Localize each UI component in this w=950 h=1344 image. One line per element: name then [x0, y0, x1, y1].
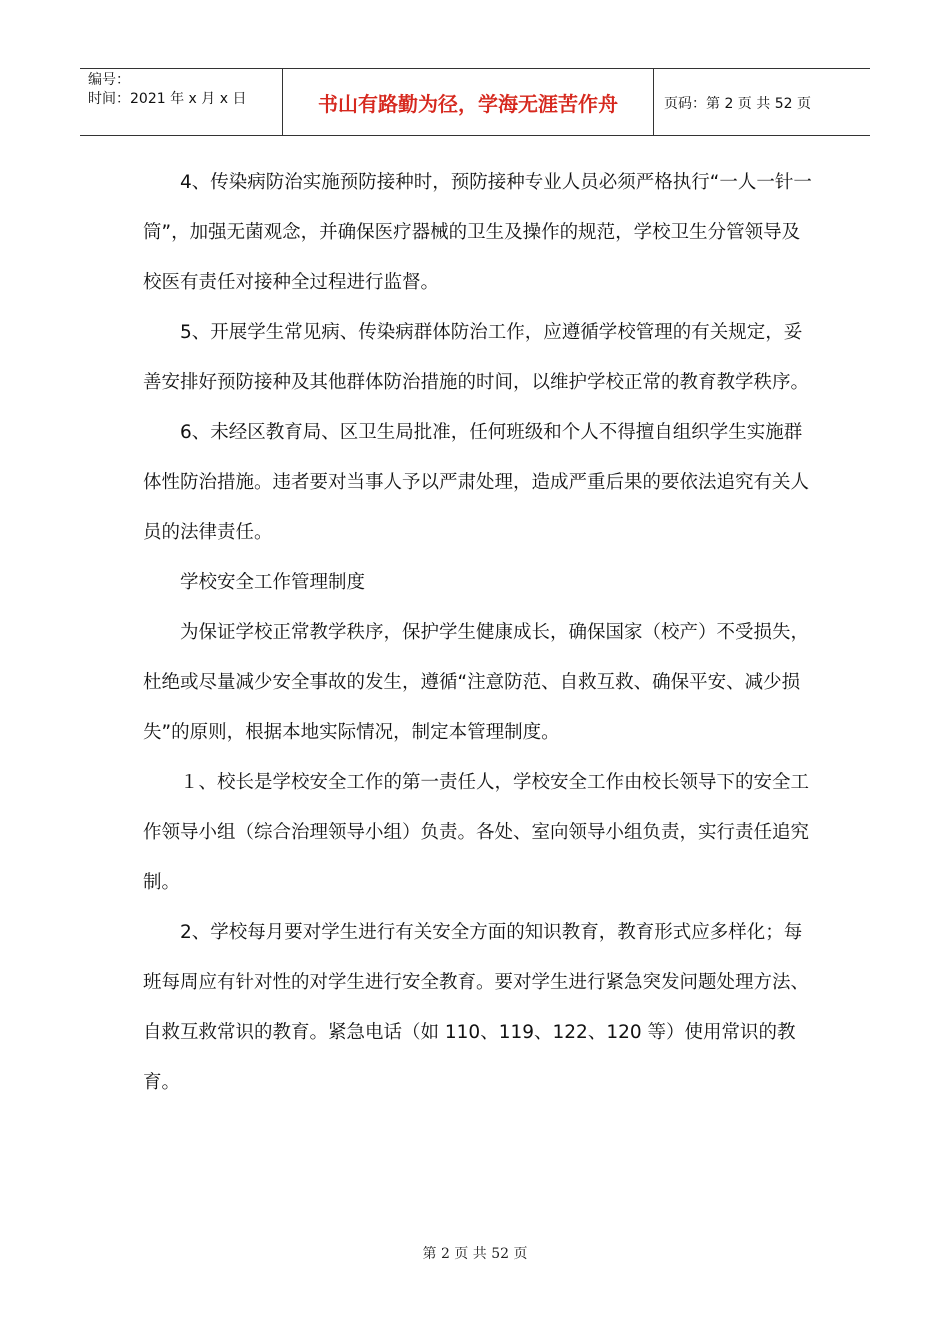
rule-item-2: 2、学校每月要对学生进行有关安全方面的知识教育，教育形式应多样化；每班每周应有针对性的对学生进行安全教育。要对学生进行紧急突发问题处理方法、自救互救常识的教育。紧急电话（如 110、119、122、120 等）使用常识的教育。 [143, 922, 810, 1093]
page-footer: 第 2 页 共 52 页 [422, 1246, 528, 1262]
header-motto-cell [282, 69, 654, 135]
header-info-cell [80, 69, 282, 135]
section-title: 学校安全工作管理制度 [180, 572, 366, 593]
header-page-code: 页码：第 2 页 共 52 页 [664, 96, 811, 112]
header-motto: 书山有路勤为径，学海无涯苦作舟 [318, 92, 618, 116]
rule-item-1: １、校长是学校安全工作的第一责任人，学校安全工作由校长领导下的安全工作领导小组（综合治理领导小组）负责。各处、室向领导小组负责，实行责任追究制。 [143, 772, 810, 893]
page-header [80, 68, 870, 136]
document-number-label: 编号： [88, 72, 130, 88]
paragraph-item-5: 5、开展学生常见病、传染病群体防治工作，应遵循学校管理的有关规定，妥善安排好预防接种及其他群体防治措施的时间，以维护学校正常的教育教学秩序。 [143, 322, 810, 393]
section-intro: 为保证学校正常教学秩序，保护学生健康成长，确保国家（校产）不受损失，杜绝或尽量减少安全事故的发生，遵循“注意防范、自救互救、确保平安、减少损失”的原则，根据本地实际情况，制定本管理制度。 [143, 622, 810, 743]
document-body [143, 158, 815, 1108]
document-date: 时间：2021 年 x 月 x 日 [88, 91, 247, 107]
paragraph-item-4: 4、传染病防治实施预防接种时，预防接种专业人员必须严格执行“一人一针一筒”，加强无菌观念，并确保医疗器械的卫生及操作的规范，学校卫生分管领导及校医有责任对接种全过程进行监督。 [143, 172, 812, 293]
paragraph-item-6: 6、未经区教育局、区卫生局批准，任何班级和个人不得擅自组织学生实施群体性防治措施。违者要对当事人予以严肃处理，造成严重后果的要依法追究有关人员的法律责任。 [143, 422, 810, 543]
header-page-cell [654, 69, 870, 135]
